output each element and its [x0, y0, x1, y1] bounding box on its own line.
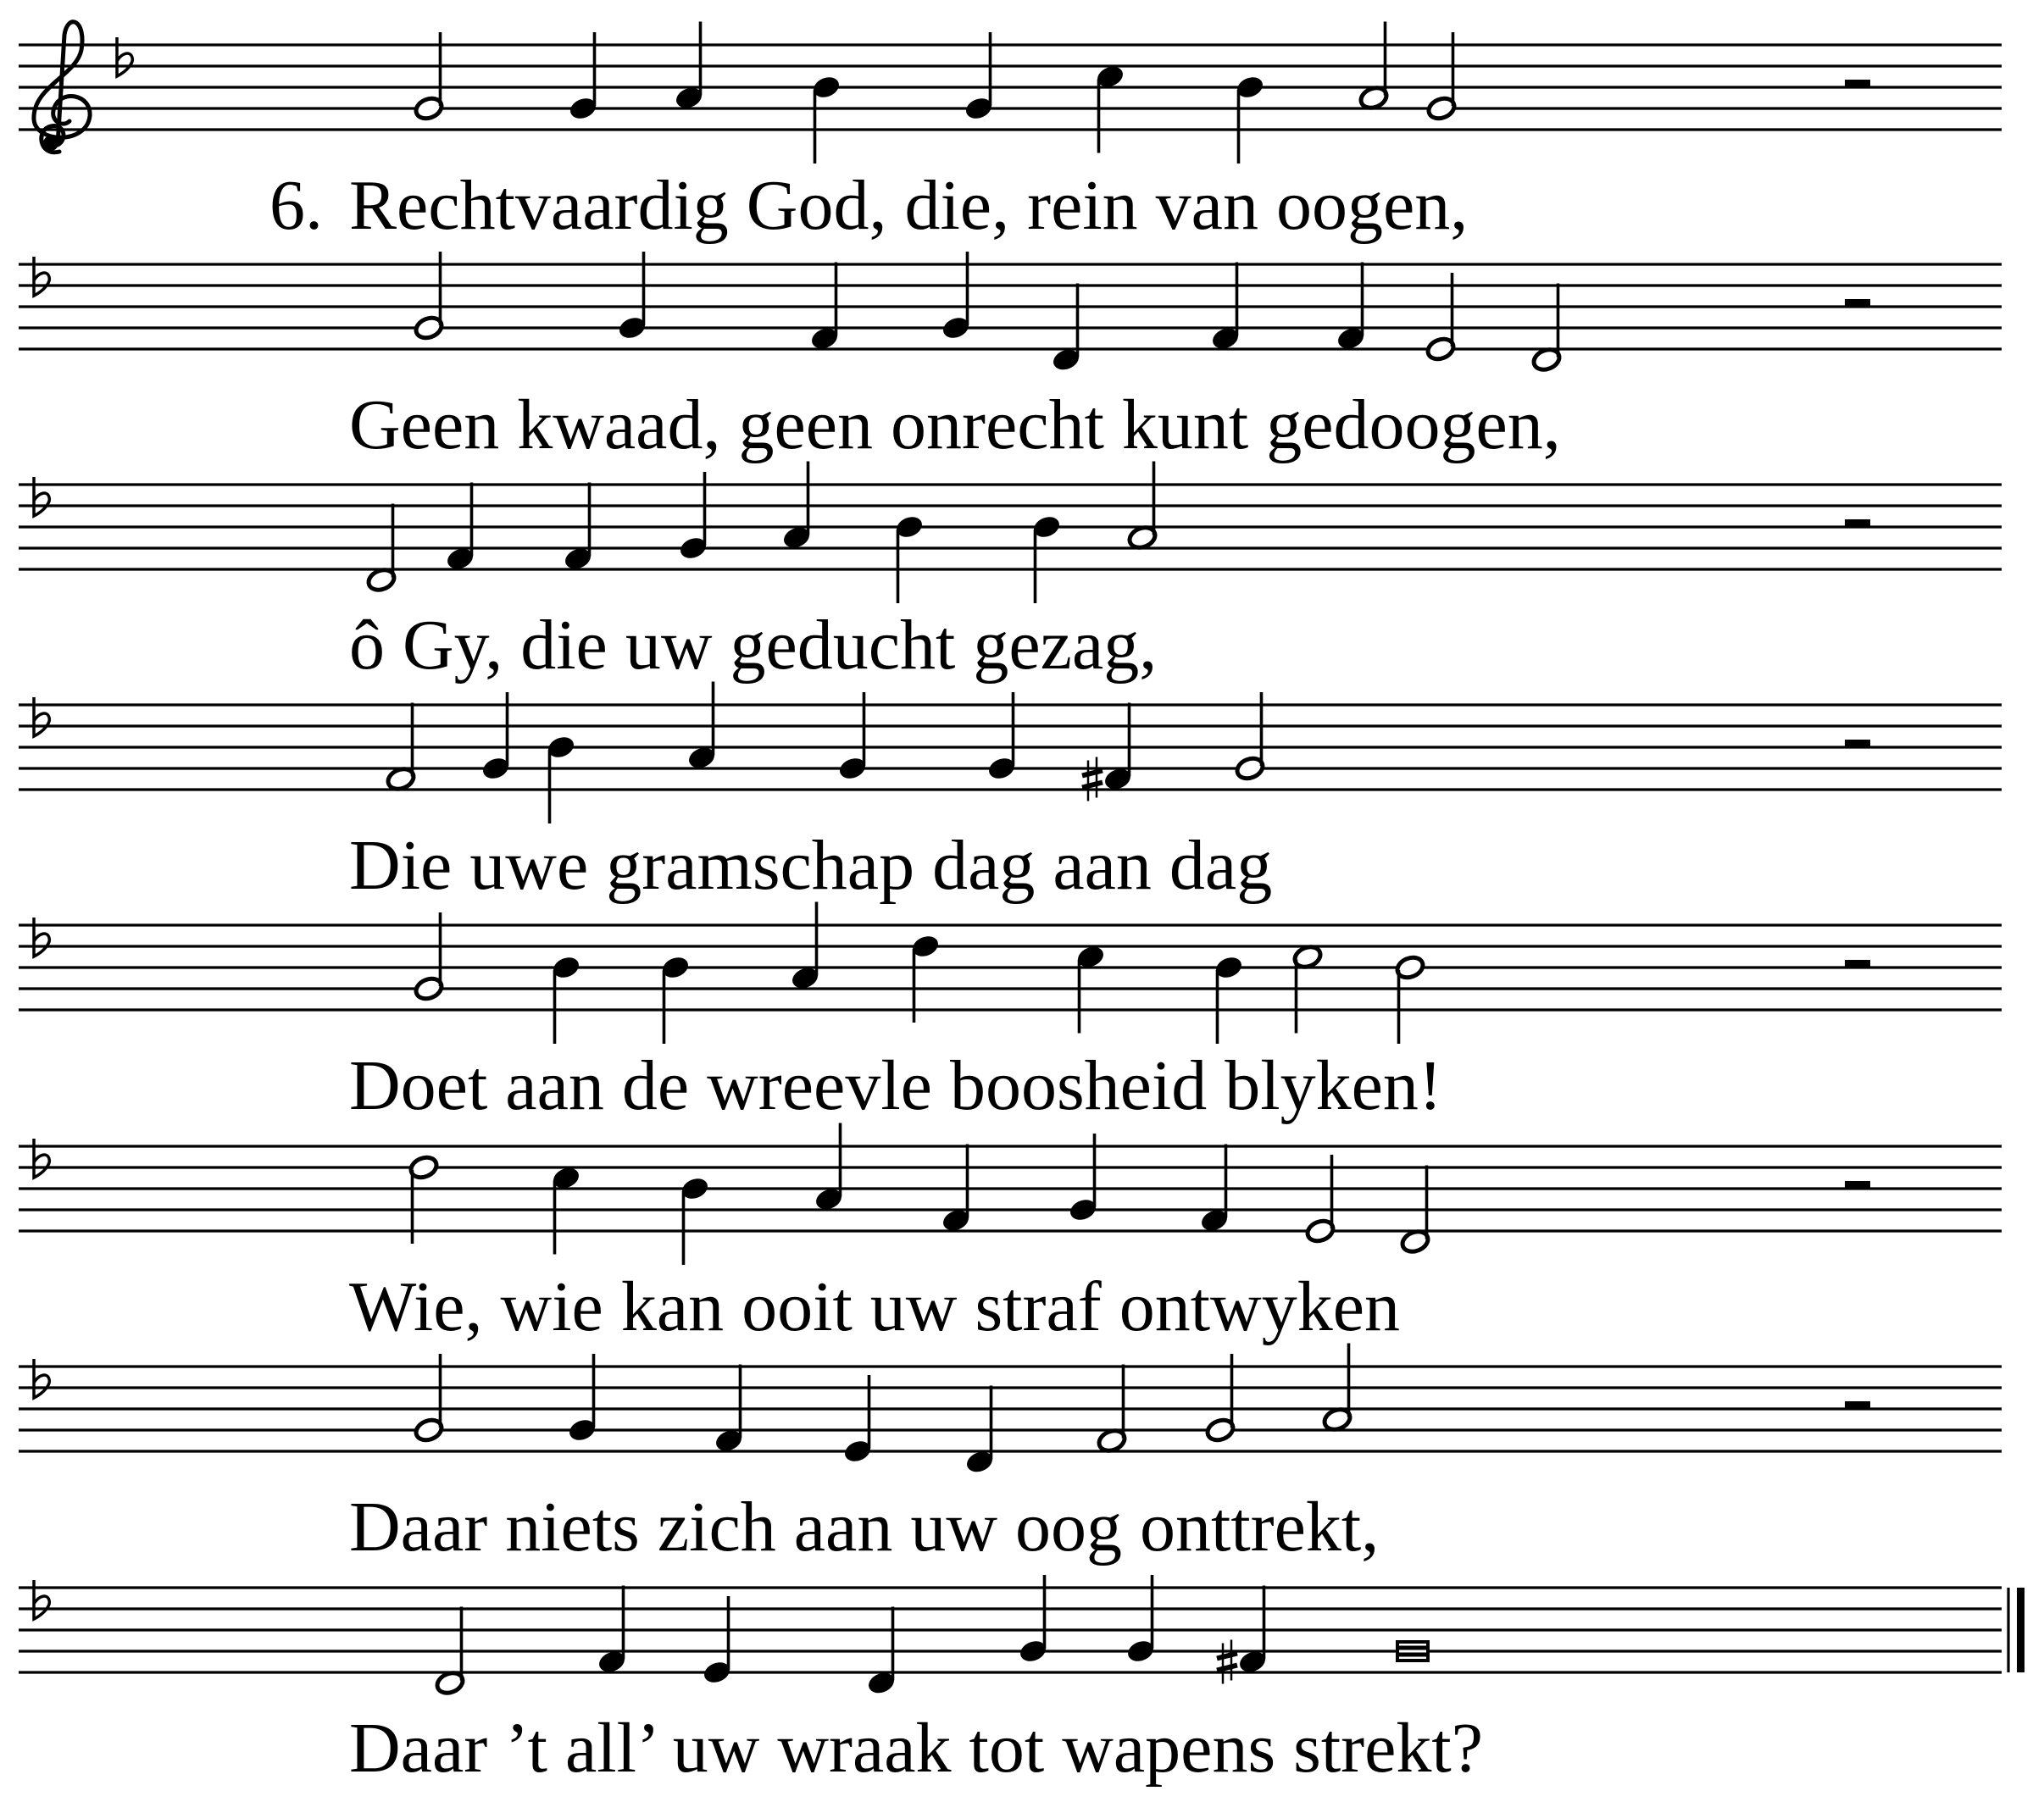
lyric-line-7: Daar niets zich aan uw oog onttrekt,	[349, 1488, 1380, 1566]
lyric-line-5: Doet aan de wreevle boosheid blyken!	[349, 1046, 1442, 1125]
staff-system-2	[19, 252, 2002, 374]
half-rest	[1845, 1401, 1870, 1410]
half-rest	[1845, 740, 1870, 748]
half-rest	[1845, 1181, 1870, 1189]
staff-system-8	[19, 1575, 2025, 1697]
half-rest	[1845, 299, 1870, 308]
sharp-accidental	[1217, 1640, 1237, 1684]
staff-system-6	[19, 1123, 2002, 1266]
lyric-line-3: ô Gy, die uw geducht gezag,	[349, 606, 1158, 685]
flat-key-signature-icon	[34, 1359, 49, 1398]
staff-system-3	[19, 462, 2002, 604]
flat-key-signature-icon	[117, 37, 132, 76]
verse-number: 6.	[269, 166, 323, 245]
flat-key-signature-icon	[34, 257, 49, 296]
lyric-line-2: Geen kwaad, geen onrecht kunt gedoogen,	[349, 385, 1561, 464]
flat-key-signature-icon	[34, 1139, 49, 1178]
staff-system-4	[19, 682, 2002, 824]
flat-key-signature-icon	[34, 918, 49, 956]
staff-system-7	[19, 1344, 2002, 1476]
lyric-line-8: Daar ’t all’ uw wraak tot wapens strekt?	[349, 1709, 1484, 1788]
flat-key-signature-icon	[34, 477, 49, 516]
staff-system-5	[19, 902, 2002, 1045]
lyric-line-1: Rechtvaardig God, die, rein van oogen,	[349, 166, 1469, 245]
final-barline	[2008, 1588, 2025, 1672]
flat-key-signature-icon	[34, 697, 49, 736]
note-head	[1397, 1642, 1428, 1661]
flat-key-signature-icon	[34, 1580, 49, 1619]
half-rest	[1845, 960, 1870, 968]
lyric-line-4: Die uwe gramschap dag aan dag	[349, 826, 1273, 905]
half-rest	[1845, 519, 1870, 528]
half-rest	[1845, 80, 1870, 88]
staff-system-1	[19, 22, 2002, 164]
lyric-line-6: Wie, wie kan ooit uw straf ontwyken	[349, 1267, 1400, 1346]
sharp-accidental	[1082, 757, 1103, 801]
